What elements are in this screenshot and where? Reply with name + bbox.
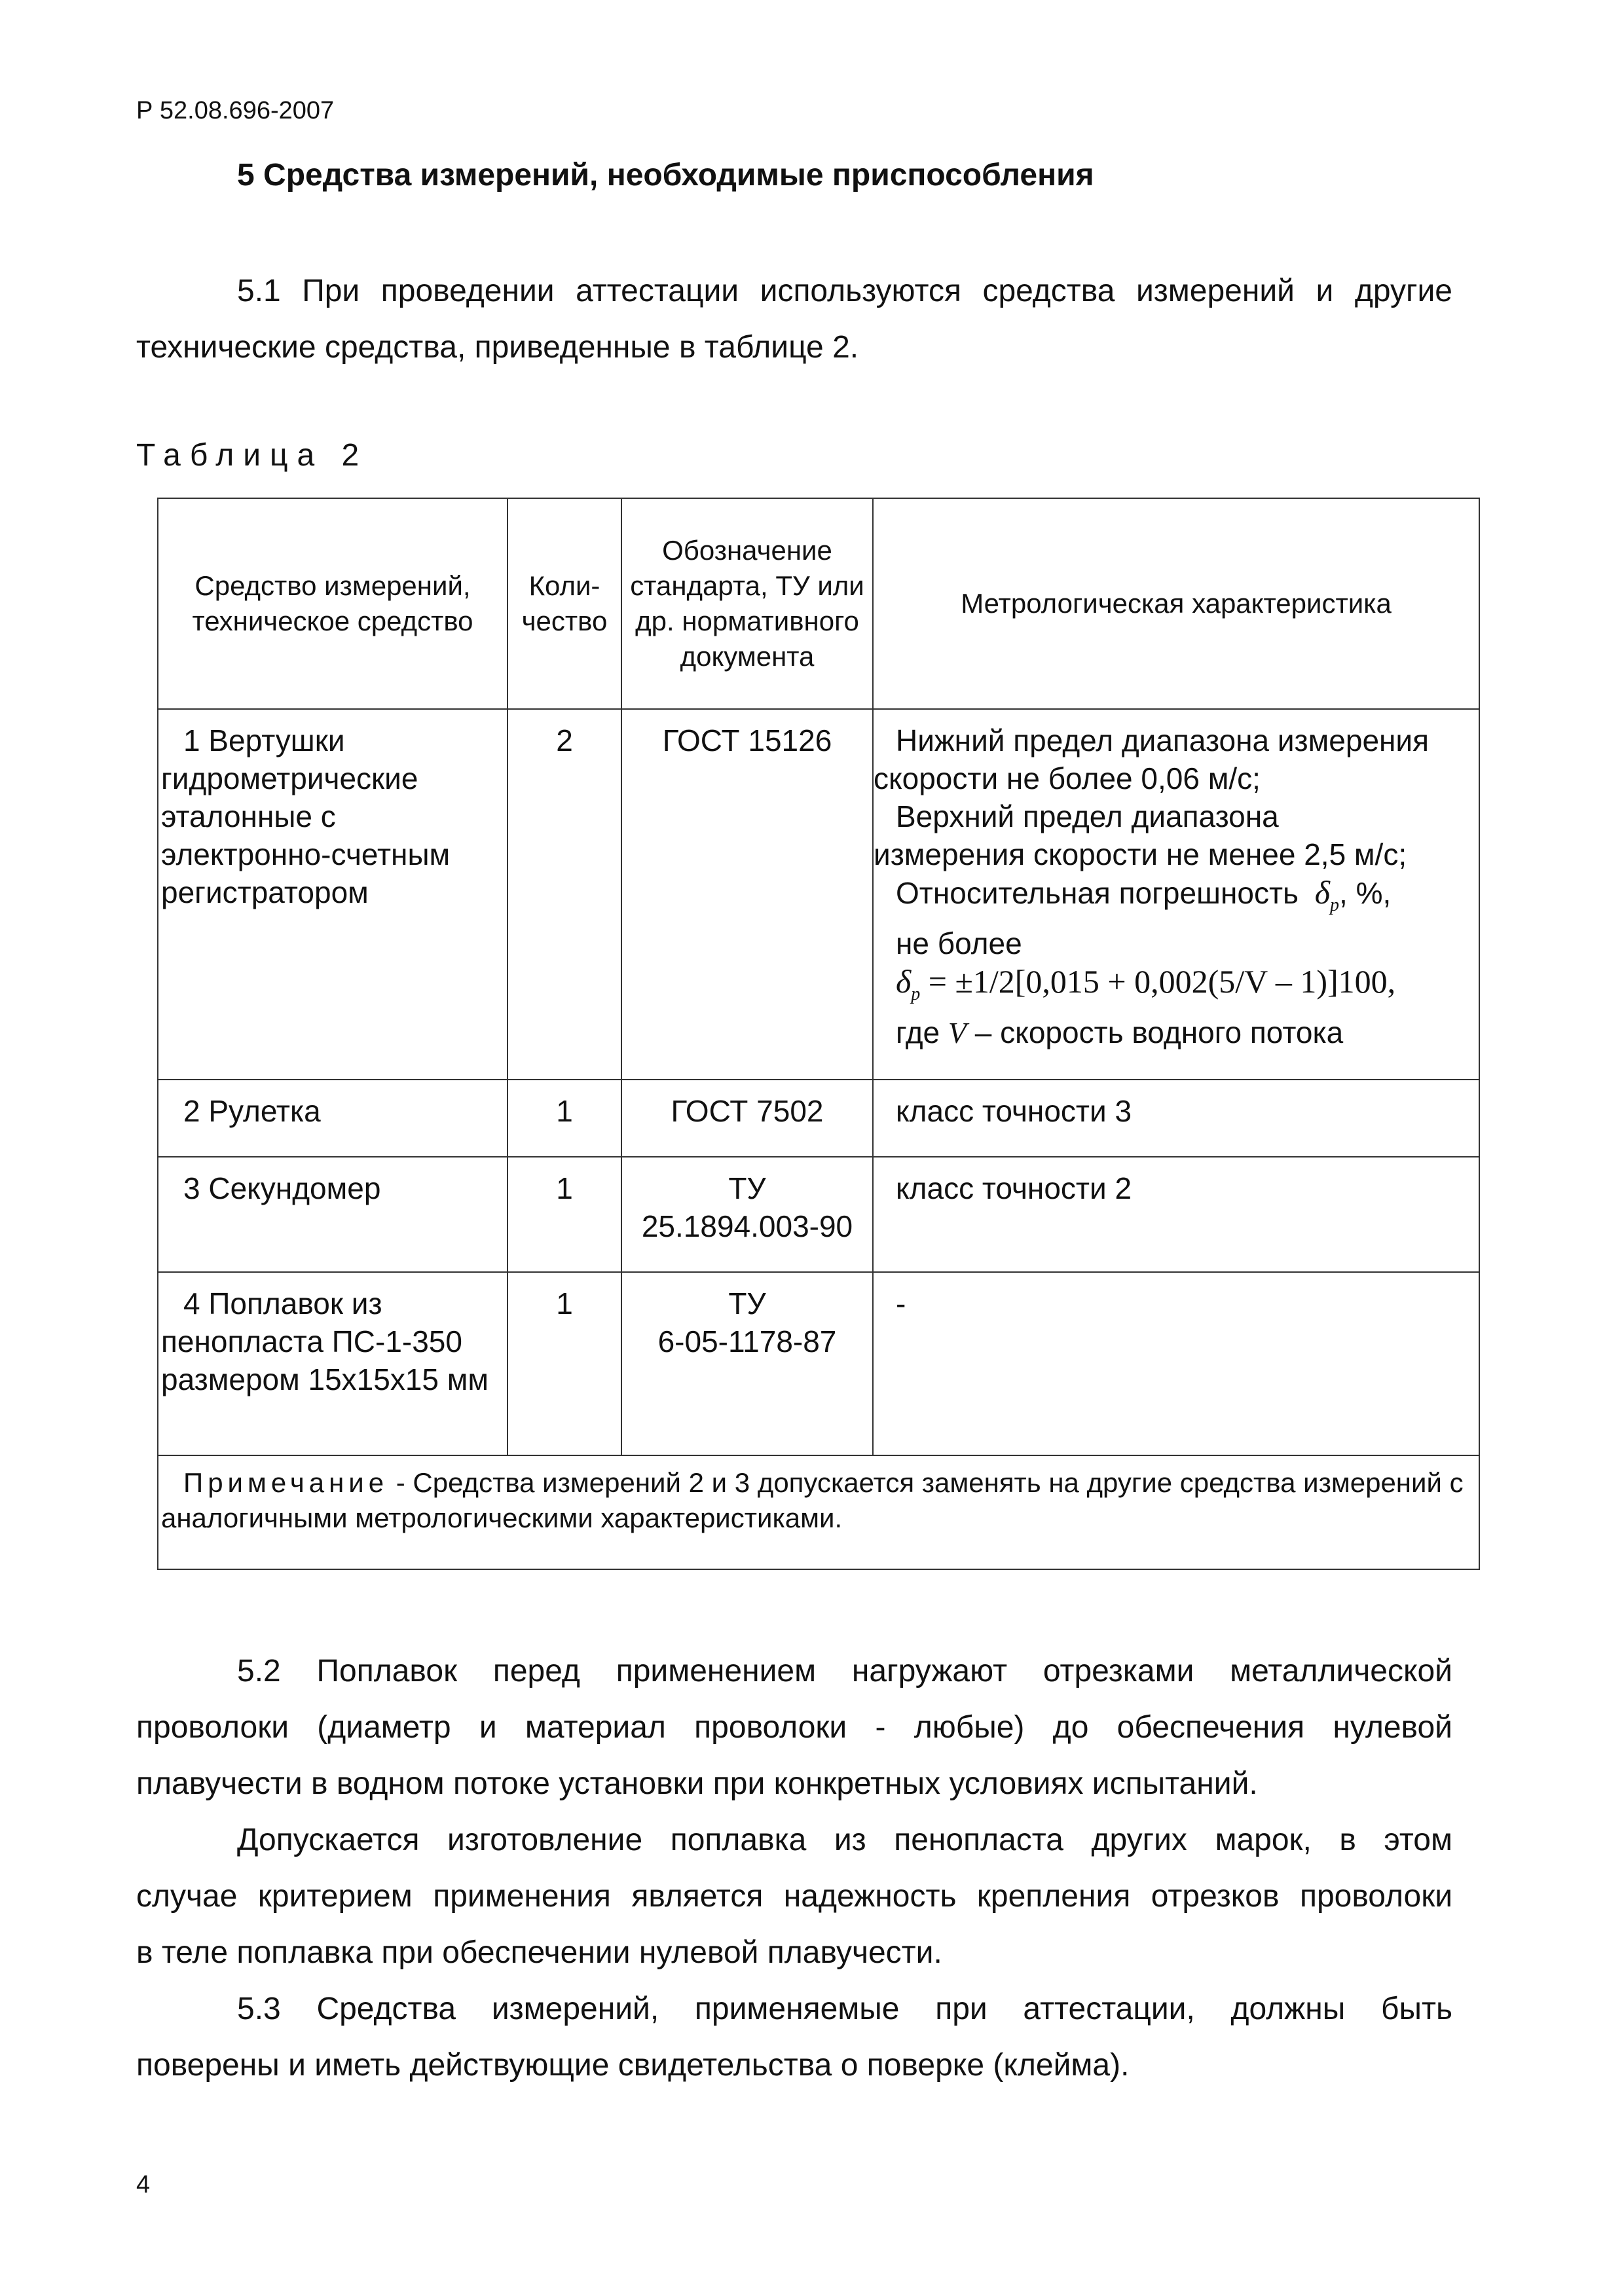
quantity-cell: 1 — [507, 1157, 621, 1272]
table-note-row — [158, 1455, 1479, 1569]
characteristic-cell: - — [873, 1272, 1479, 1455]
standard-cell: ГОСТ 15126 — [621, 709, 873, 1080]
characteristic-cell: класс точности 2 — [873, 1157, 1479, 1272]
header-standard: Обозначение стандарта, ТУ или др. нормативного документа — [621, 498, 873, 709]
paragraph-line: плавучести в водном потоке установки при конкретных условиях испытаний. — [136, 1766, 1258, 1801]
standard-cell: ГОСТ 7502 — [621, 1080, 873, 1157]
quantity-cell: 1 — [507, 1272, 621, 1455]
quantity-cell: 2 — [507, 709, 621, 1080]
standard-cell: ТУ 6-05-1178-87 — [621, 1272, 873, 1455]
table-row — [158, 709, 1479, 1080]
note-text: - Средства измерений 2 и 3 допускается заменять на другие средства измерений с аналогичными метрологическими характеристиками. — [161, 1467, 1464, 1533]
header-characteristic: Метрологическая характеристика — [873, 498, 1479, 709]
instrument-cell: 4 Поплавок из пенопласта ПС-1-350 размером 15х15х15 мм — [158, 1272, 507, 1455]
table-row — [158, 1157, 1479, 1272]
table-header-row — [158, 498, 1479, 709]
characteristic-cell: Нижний предел диапазона измерения скорости не более 0,06 м/с; Верхний предел диапазона измерения скорости не менее 2,5 м/с; Относительная погрешность $\delta_p$, %, не более $\delta_p = \pm 1/2[0,015 + 0,002(5/V - 1)]100$, где V – скорость водного потока — [873, 709, 1479, 1080]
document-code: Р 52.08.696-2007 — [136, 97, 335, 124]
error-formula: $\delta_p = \pm 1/2[0,015 + 0,002(5/V - 1)]100$, — [896, 963, 1396, 1004]
paragraph-5-3 — [136, 1981, 1452, 2094]
paragraph-line: в теле поплавка при обеспечении нулевой плавучести. — [136, 1935, 942, 1970]
table-caption: Таблица 2 — [136, 438, 369, 473]
quantity-cell: 1 — [507, 1080, 621, 1157]
instrument-cell: 3 Секундомер — [158, 1157, 507, 1272]
standard-cell: ТУ 25.1894.003-90 — [621, 1157, 873, 1272]
paragraph-line: поверены и иметь действующие свидетельства о поверке (клейма). — [136, 2048, 1130, 2083]
paragraph-line: технические средства, приведенные в таблице 2. — [136, 330, 859, 365]
paragraph-line: Допускается изготовление поплавка из пенопласта других марок, в этом — [237, 1823, 1452, 1857]
paragraph-line: случае критерием применения является надежность крепления отрезков проволоки — [136, 1879, 1452, 1914]
table-row — [158, 1080, 1479, 1157]
note-label: Примечание — [183, 1467, 389, 1498]
paragraph-5-2-continued — [136, 1812, 1452, 1981]
paragraph-line: 5.3 Средства измерений, применяемые при аттестации, должны быть — [237, 1992, 1452, 2026]
paragraph-5-2 — [136, 1643, 1452, 1812]
paragraph-line: проволоки (диаметр и материал проволоки - любые) до обеспечения нулевой — [136, 1710, 1452, 1745]
instrument-cell: 2 Рулетка — [158, 1080, 507, 1157]
delta-symbol: $\delta_p$ — [1314, 874, 1340, 915]
section-title: 5 Средства измерений, необходимые приспособления — [237, 158, 1094, 192]
instrument-cell: 1 Вертушки гидрометрические эталонные с электронно-счетным регистратором — [158, 709, 507, 1080]
page-number: 4 — [136, 2171, 151, 2198]
header-quantity: Коли- чество — [507, 498, 621, 709]
characteristic-cell: класс точности 3 — [873, 1080, 1479, 1157]
header-instrument: Средство измерений, техническое средство — [158, 498, 507, 709]
measurement-means-table — [157, 498, 1480, 1570]
paragraph-5-1 — [136, 263, 1452, 376]
paragraph-line: 5.2 Поплавок перед применением нагружают отрезками металлической — [237, 1654, 1452, 1688]
table-row — [158, 1272, 1479, 1455]
paragraph-line: 5.1 При проведении аттестации используются средства измерений и другие — [237, 274, 1452, 308]
table-note — [158, 1455, 1479, 1569]
